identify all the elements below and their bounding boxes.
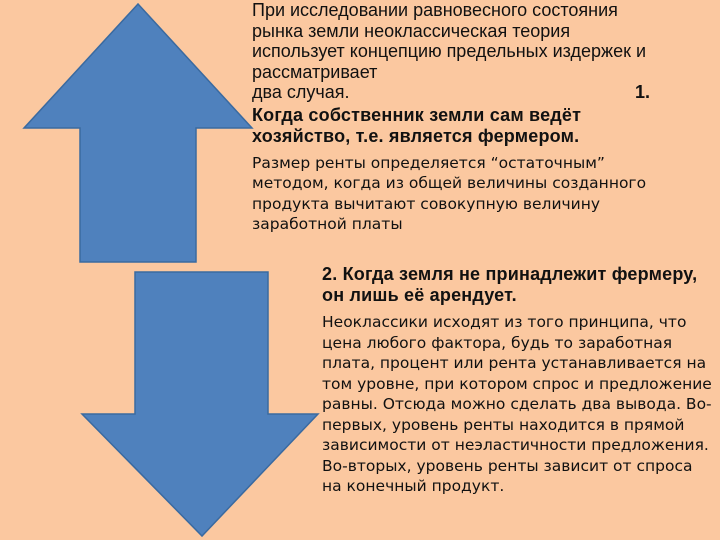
arrow-down-icon [78,270,322,540]
case1-number: 1. [634,82,650,102]
case1-heading: Когда собственник земли сам ведёт хозяйство, т.е. является фермером. [252,104,582,146]
case2-block [322,264,714,497]
intro-last-text: два случая. [252,82,350,102]
case2-body: Неоклассики исходят из того принципа, что цена любого фактора, будь то заработная плата, процент или рента устанавливается на том уровне, при котором спрос и предложение равны. Отсюда можно сделать два вывода. Во-первых, уровень ренты находится в прямой зависимости от неэластичности предложения. Во-вторых, уровень ренты зависит от спроса на конечный продукт. [322,313,712,495]
case2-heading: 2. Когда земля не принадлежит фермеру, он лишь её арендует. [322,264,698,305]
case1-body: Размер ренты определяется “остаточным” методом, когда из общей величины созданного продукта вычитают совокупную величину заработной платы [252,153,647,233]
case1-block [252,0,664,235]
intro-last-line [252,82,664,103]
intro-text: При исследовании равновесного состояния рынка земли неоклассическая теория использует концепцию предельных издержек и рассматривает [252,0,647,82]
arrow-up-icon [18,0,258,270]
